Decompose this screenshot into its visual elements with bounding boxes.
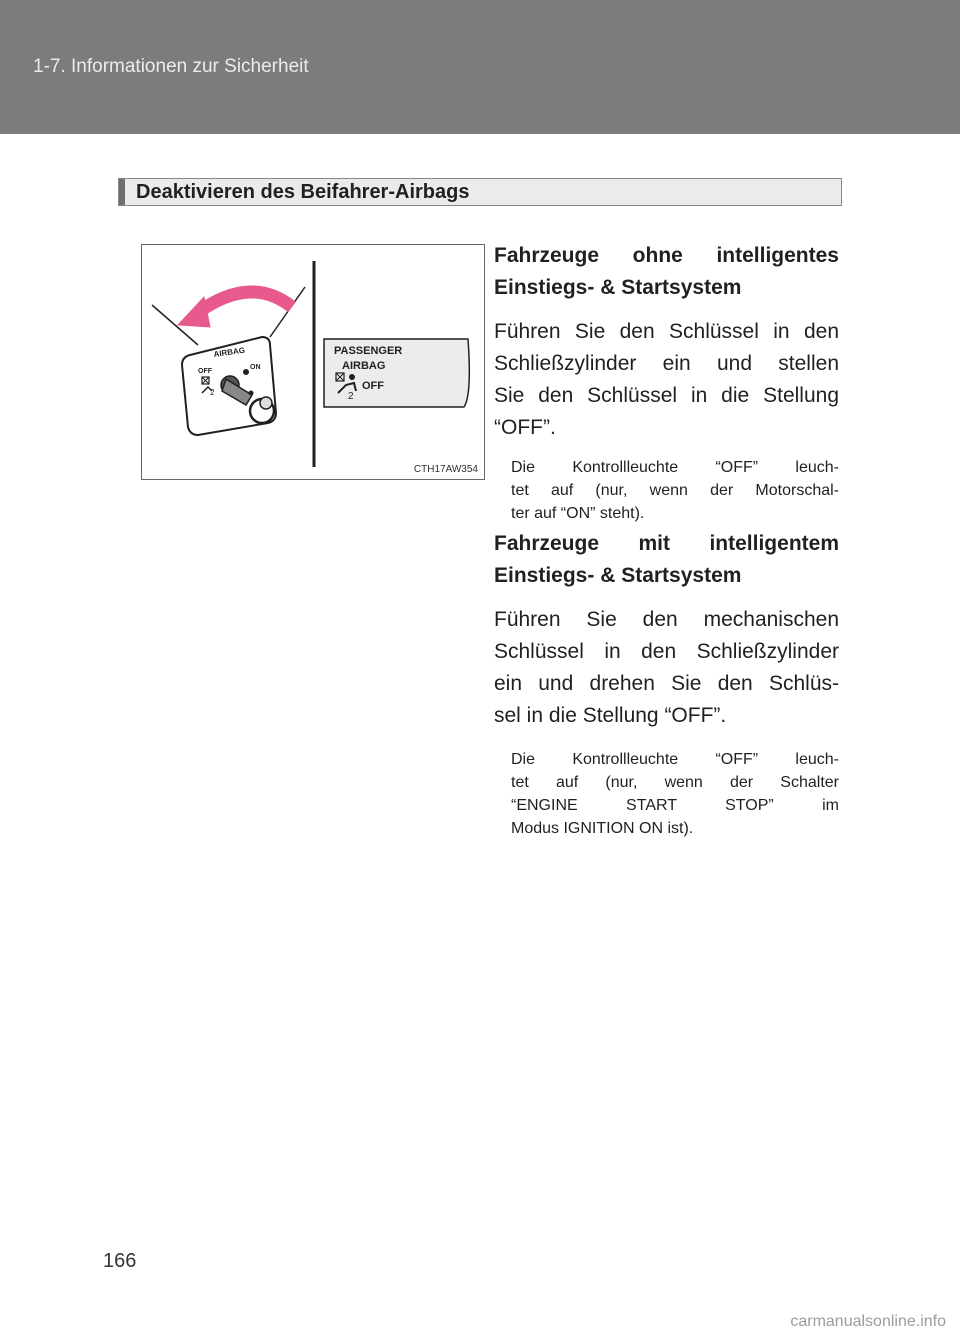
section-title-bar (119, 179, 125, 205)
watermark: carmanualsonline.info (790, 1313, 946, 1330)
block1-body: Führen Sie den Schlüssel in den Schließzylinder ein und stellen Sie den Schlüssel in die Stellung “OFF”. (494, 320, 839, 439)
figure-code: CTH17AW354 (413, 464, 478, 475)
block2-note: Die Kontrollleuchte “OFF” leuch- tet auf (nur, wenn der Schalter “ENGINE START STOP” im Modus IGNITION ON ist). (511, 751, 839, 837)
block2-heading: Fahrzeuge mit intelligentem Einstiegs- & Startsystem (494, 532, 839, 587)
airbag-switch-illustration (142, 245, 484, 479)
block-without-smart-entry (494, 240, 839, 525)
page-number: 166 (103, 1250, 137, 1272)
panel-passenger-label: PASSENGER (334, 345, 403, 357)
header-title: 1-7. Informationen zur Sicherheit (33, 56, 309, 77)
panel-airbag-label: AIRBAG (342, 360, 386, 372)
switch-airbag-label: AIRBAG (213, 345, 246, 359)
block1-heading: Fahrzeuge ohne intelligentes Einstiegs- & Startsystem (494, 244, 839, 299)
block1-note: Die Kontrollleuchte “OFF” leuch- tet auf (nur, wenn der Motorschal- ter auf “ON” steht). (511, 459, 839, 522)
panel-seat-number: 2 (348, 391, 354, 402)
switch-off-label: OFF (198, 368, 212, 375)
section-title-box (118, 178, 842, 206)
block2-body: Führen Sie den mechanischen Schlüssel in den Schließzylinder ein und drehen Sie den Schlüs- sel in die Stellung “OFF”. (494, 608, 839, 727)
block-with-smart-entry (494, 528, 839, 840)
section-title: Deaktivieren des Beifahrer-Airbags (136, 181, 470, 203)
switch-seat-number: 2 (210, 388, 215, 397)
switch-on-label: ON (250, 364, 261, 371)
panel-off-label: OFF (362, 380, 384, 392)
header-band (0, 0, 960, 134)
airbag-switch-figure (141, 244, 485, 480)
